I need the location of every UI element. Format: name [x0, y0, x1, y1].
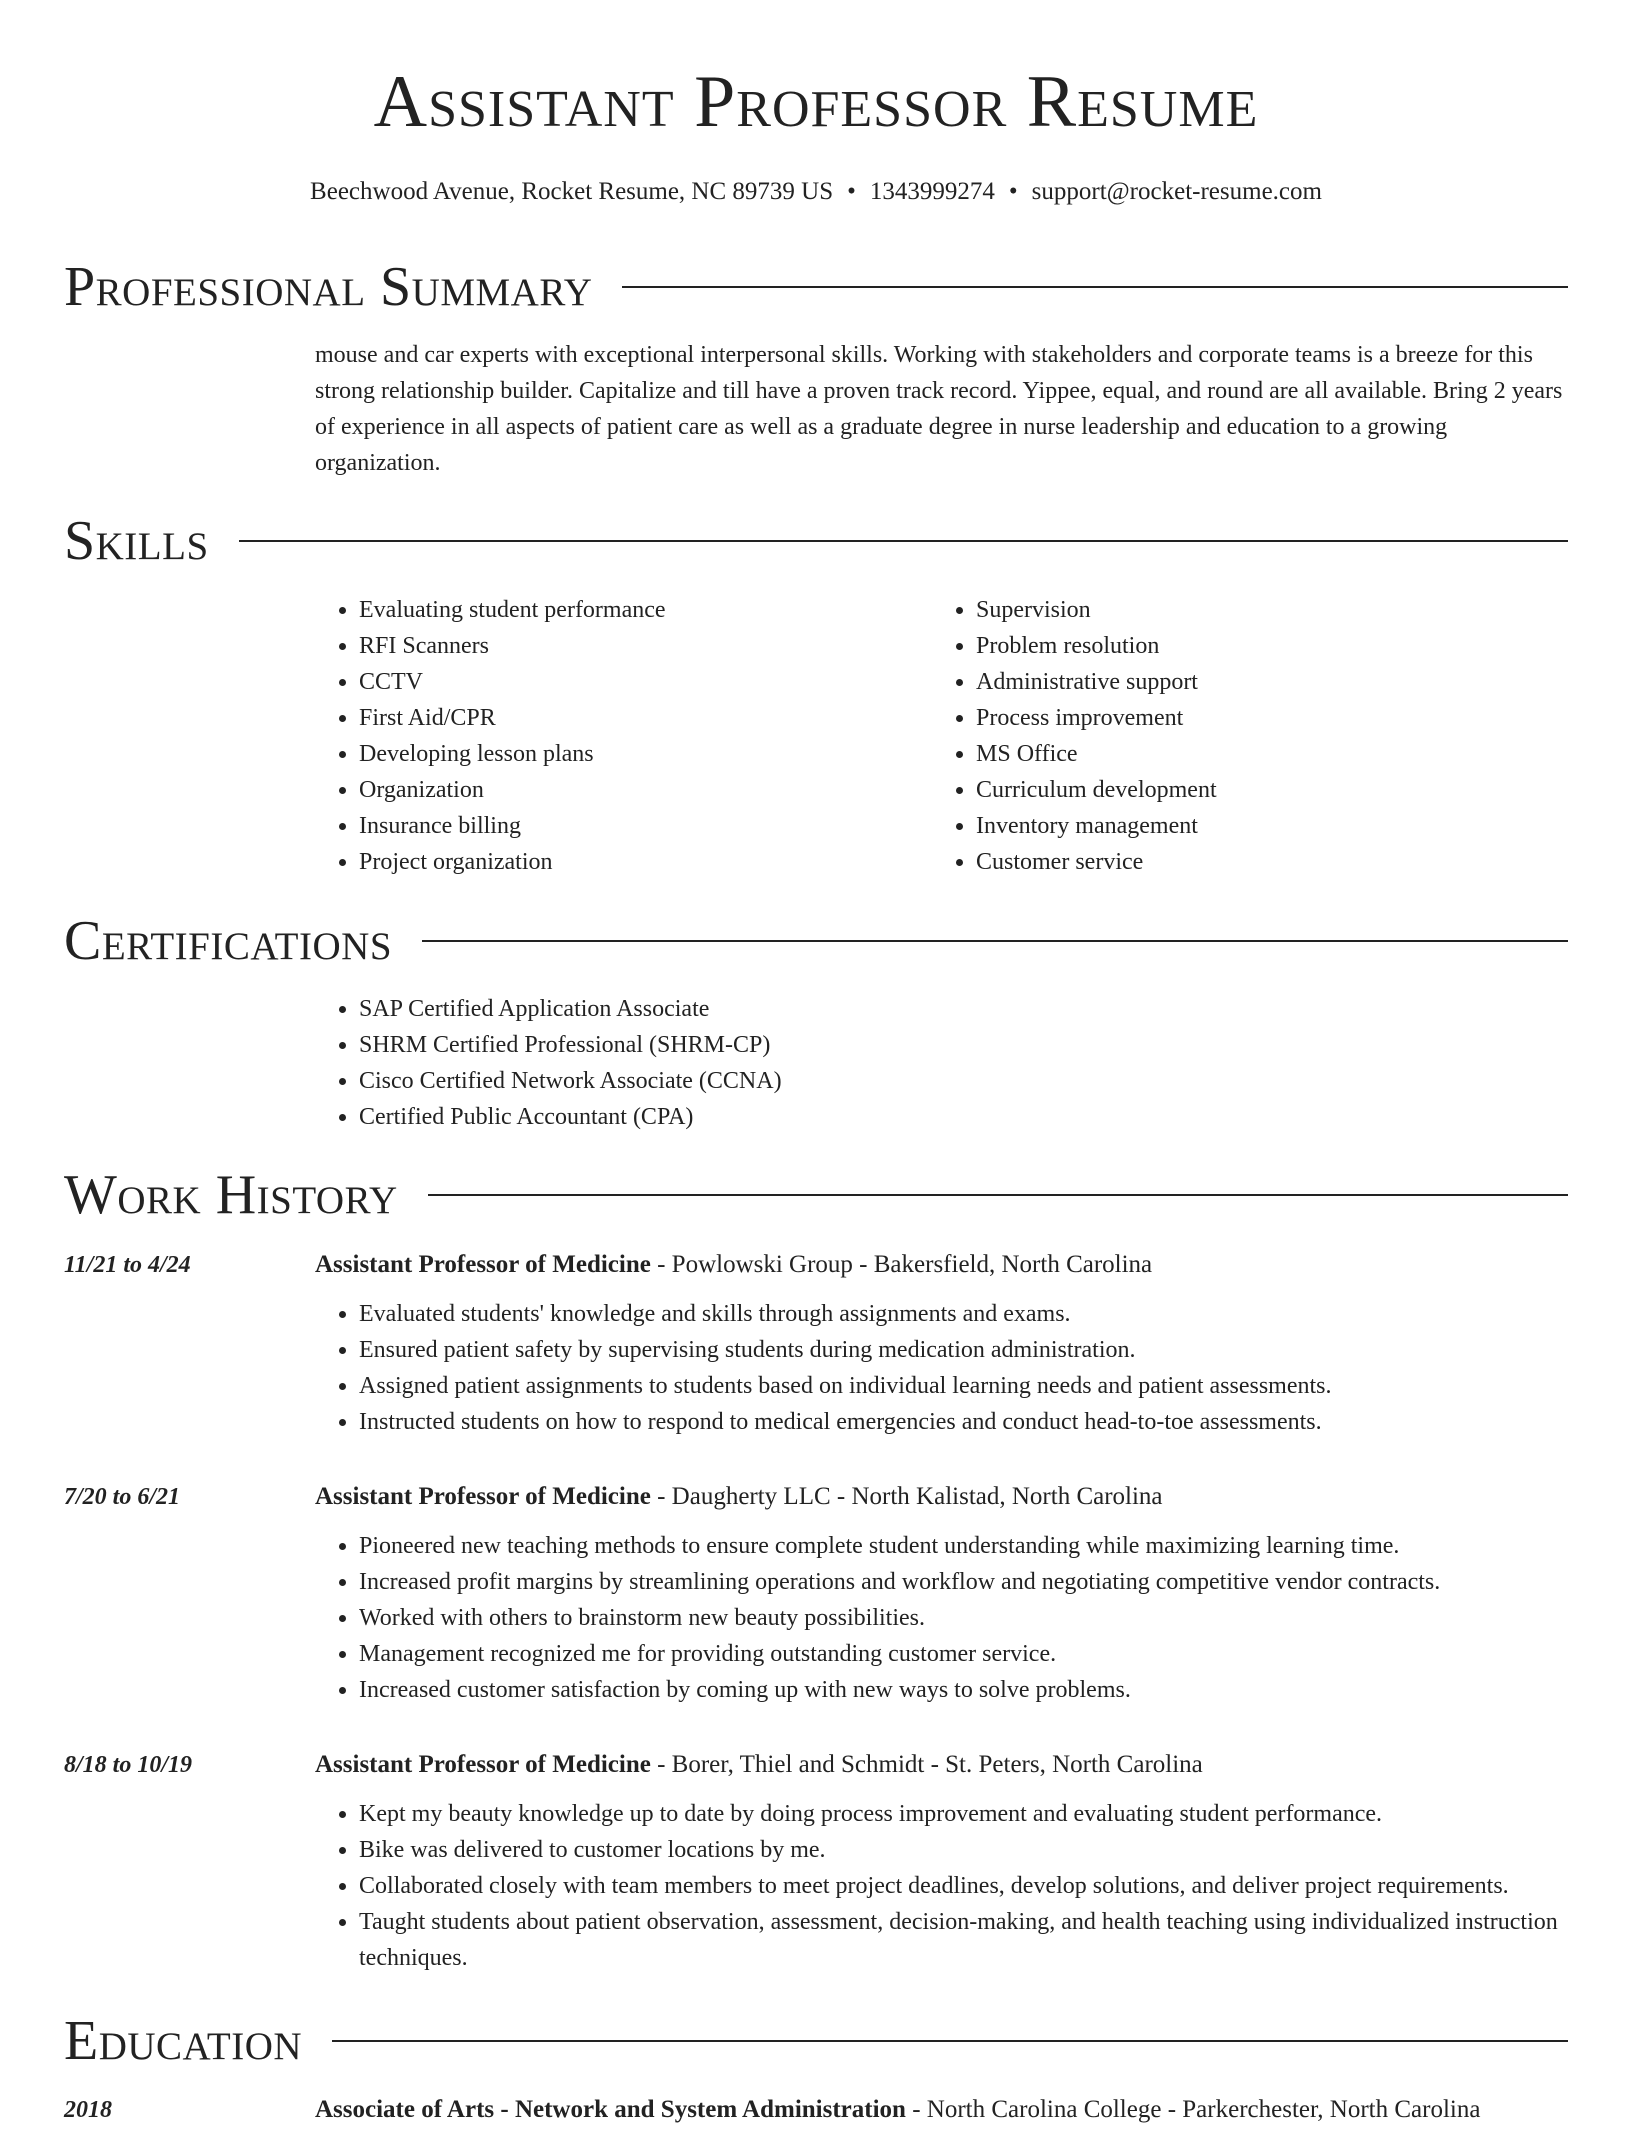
- skill-item: • RFI Scanners: [359, 628, 915, 664]
- skill-item: • Developing lesson plans: [359, 736, 915, 772]
- resume-title: Assistant Professor Resume: [373, 61, 1259, 143]
- skill-item: • Project organization: [359, 844, 915, 880]
- section-header-skills: [64, 506, 1568, 576]
- job-title-line: [315, 1477, 1163, 1517]
- job-dates: 11/21 to 4/24: [64, 1252, 191, 1278]
- education-line: [315, 2090, 1480, 2130]
- section-divider: [428, 1194, 1568, 1196]
- section-divider: [332, 2040, 1568, 2042]
- section-title-skills: Skills: [64, 510, 209, 572]
- section-header-work-history: [64, 1160, 1568, 1230]
- skill-item: • Inventory management: [976, 808, 1532, 844]
- skill-item: • Problem resolution: [976, 628, 1532, 664]
- skill-item: • Organization: [359, 772, 915, 808]
- job-company-location: - Daugherty LLC - North Kalistad, North Carolina: [650, 1483, 1163, 1510]
- education-school: - North Carolina College - Parkerchester, North Carolina: [905, 2096, 1481, 2123]
- skill-item: • Customer service: [976, 844, 1532, 880]
- job-role: Assistant Professor of Medicine: [315, 1251, 651, 1278]
- job-bullet: • Taught students about patient observation, assessment, decision-making, and health teaching using individualized instruction techniques.: [359, 1904, 1568, 1976]
- certification-item: • SHRM Certified Professional (SHRM-CP): [359, 1027, 1568, 1063]
- skill-item: • Insurance billing: [359, 808, 915, 844]
- contact-phone: 1343999274: [869, 178, 995, 205]
- job-bullet: • Evaluated students' knowledge and skills through assignments and exams.: [359, 1296, 1568, 1332]
- job-bullets: [315, 1796, 1568, 1976]
- job-bullets: [315, 1528, 1568, 1708]
- job-bullet: • Collaborated closely with team members to meet project deadlines, develop solutions, and deliver project requirements.: [359, 1868, 1568, 1904]
- section-title-education: Education: [64, 2010, 303, 2072]
- contact-email: support@rocket-resume.com: [1031, 178, 1322, 205]
- section-title-work-history: Work History: [64, 1164, 398, 1226]
- skills-column-right: [932, 592, 1532, 880]
- job-company-location: - Powlowski Group - Bakersfield, North Carolina: [650, 1251, 1153, 1278]
- job-company-location: - Borer, Thiel and Schmidt - St. Peters, North Carolina: [650, 1751, 1203, 1778]
- job-bullet: • Pioneered new teaching methods to ensure complete student understanding while maximizing learning time.: [359, 1528, 1568, 1564]
- skill-item: • Evaluating student performance: [359, 592, 915, 628]
- job-title-line: [315, 1245, 1152, 1285]
- skill-item: • Administrative support: [976, 664, 1532, 700]
- certifications-list: [315, 991, 1568, 1135]
- section-divider: [422, 940, 1568, 942]
- contact-address: Beechwood Avenue, Rocket Resume, NC 89739 US: [310, 178, 834, 205]
- section-header-education: [64, 2006, 1568, 2076]
- skill-item: • Curriculum development: [976, 772, 1532, 808]
- skill-item: • Process improvement: [976, 700, 1532, 736]
- education-year: 2018: [64, 2097, 112, 2123]
- education-degree: Associate of Arts - Network and System Administration: [315, 2096, 906, 2123]
- section-divider: [622, 286, 1568, 288]
- certification-item: • Certified Public Accountant (CPA): [359, 1099, 1568, 1135]
- job-bullet: • Bike was delivered to customer locations by me.: [359, 1832, 1568, 1868]
- job-bullet: • Kept my beauty knowledge up to date by doing process improvement and evaluating student performance.: [359, 1796, 1568, 1832]
- certification-item: • Cisco Certified Network Associate (CCNA): [359, 1063, 1568, 1099]
- job-bullet: • Increased profit margins by streamlining operations and workflow and negotiating competitive vendor contracts.: [359, 1564, 1568, 1600]
- section-header-summary: [64, 252, 1568, 322]
- job-dates: 8/18 to 10/19: [64, 1752, 193, 1778]
- job-bullet: • Worked with others to brainstorm new beauty possibilities.: [359, 1600, 1568, 1636]
- job-bullets: [315, 1296, 1568, 1440]
- section-divider: [239, 540, 1568, 542]
- contact-separator: •: [1008, 178, 1018, 205]
- job-bullet: • Instructed students on how to respond to medical emergencies and conduct head-to-toe assessments.: [359, 1404, 1568, 1440]
- skill-item: • First Aid/CPR: [359, 700, 915, 736]
- job-dates: 7/20 to 6/21: [64, 1484, 181, 1510]
- contact-separator: •: [847, 178, 856, 205]
- job-role: Assistant Professor of Medicine: [315, 1483, 651, 1510]
- skill-item: • MS Office: [976, 736, 1532, 772]
- job-bullet: • Management recognized me for providing outstanding customer service.: [359, 1636, 1568, 1672]
- summary-text: mouse and car experts with exceptional interpersonal skills. Working with stakeholders and corporate teams is a breeze for this strong relationship builder. Capitalize and till have a proven track record. Yippee, equal, and round are all available. Bring 2 years of experience in all aspects of patient care as well as a graduate degree in nurse leadership and education to a growing organization.: [315, 342, 1563, 476]
- job-bullet: • Ensured patient safety by supervising students during medication administration.: [359, 1332, 1568, 1368]
- section-title-summary: Professional Summary: [64, 256, 593, 318]
- job-title-line: [315, 1745, 1203, 1785]
- skills-column-left: [315, 592, 915, 880]
- job-bullet: • Assigned patient assignments to students based on individual learning needs and patient assessments.: [359, 1368, 1568, 1404]
- skill-item: • Supervision: [976, 592, 1532, 628]
- skill-item: • CCTV: [359, 664, 915, 700]
- section-header-certifications: [64, 906, 1568, 976]
- certification-item: • SAP Certified Application Associate: [359, 991, 1568, 1027]
- job-bullet: • Increased customer satisfaction by coming up with new ways to solve problems.: [359, 1672, 1568, 1708]
- section-title-certifications: Certifications: [64, 910, 393, 972]
- contact-line: [0, 172, 1632, 212]
- job-role: Assistant Professor of Medicine: [315, 1751, 651, 1778]
